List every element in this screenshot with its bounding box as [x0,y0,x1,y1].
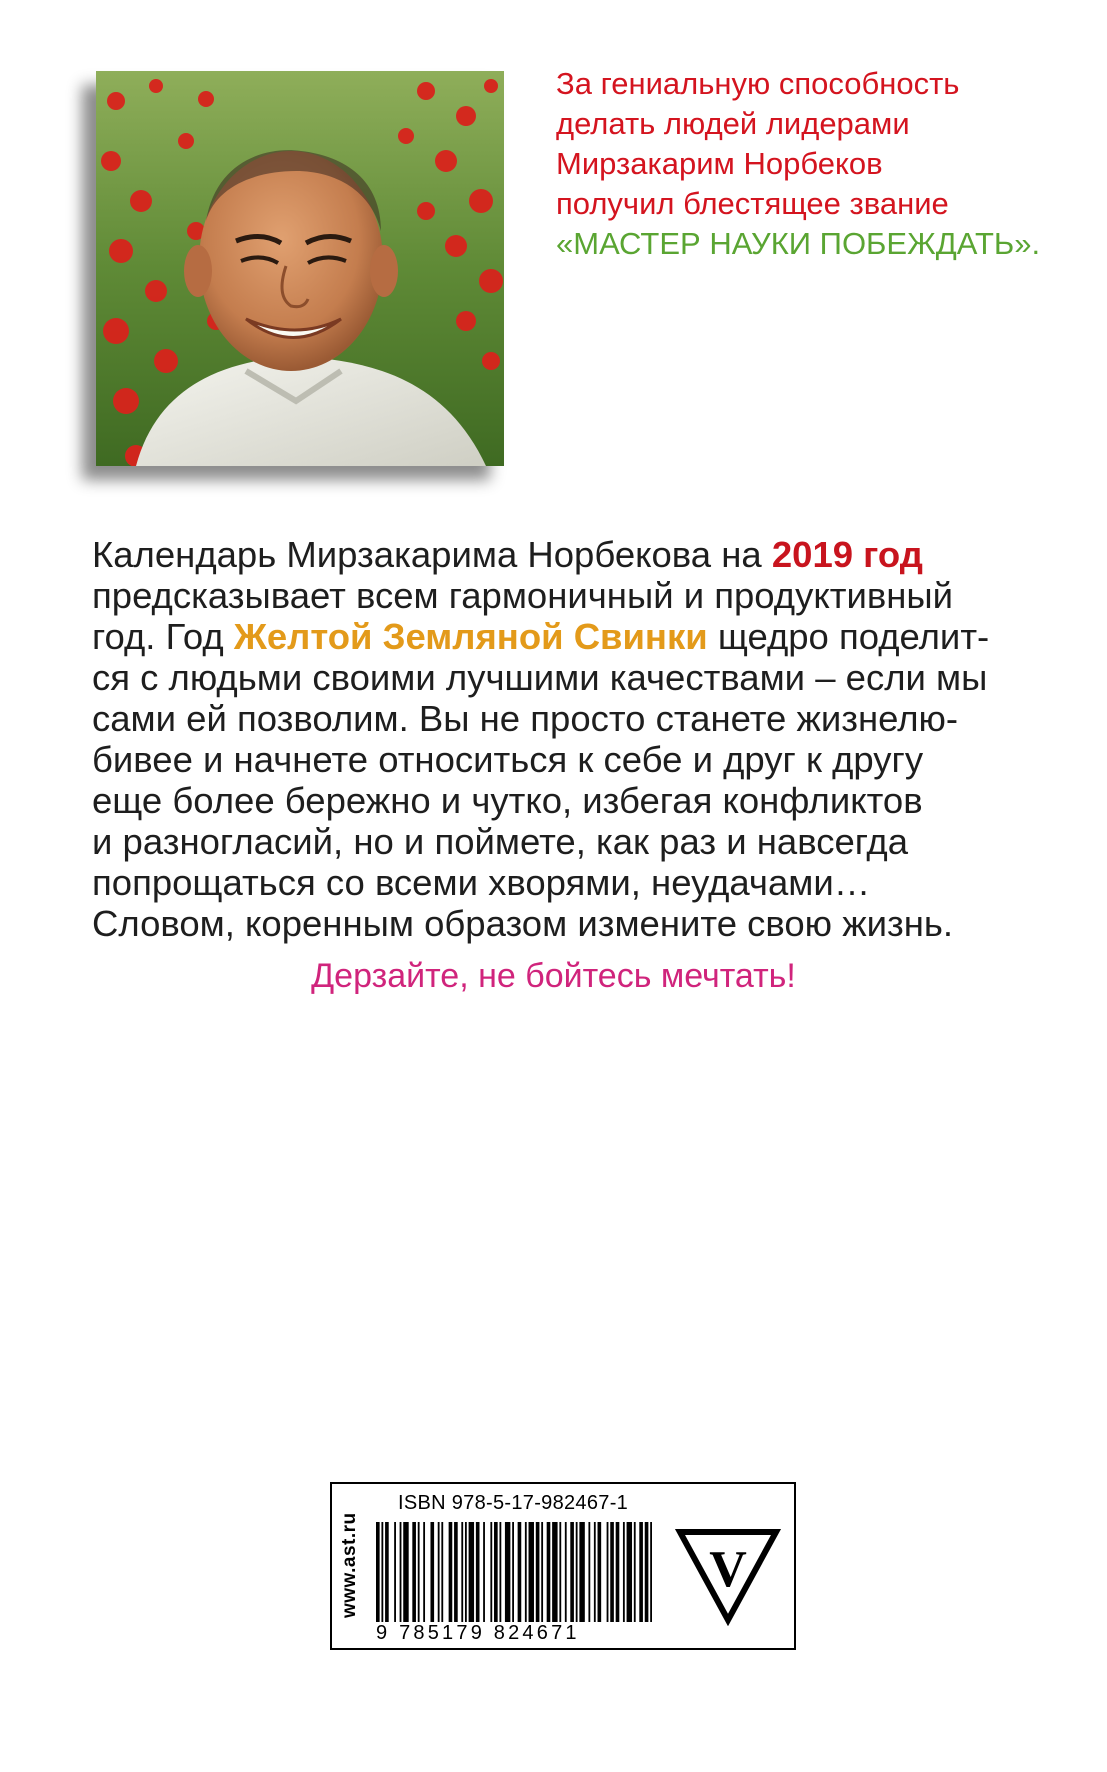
barcode-bar [529,1522,534,1622]
tagline-line: Мирзакарим Норбеков [556,146,883,181]
barcode-bar [418,1522,420,1622]
barcode-bar [441,1522,443,1622]
description-paragraph [92,534,1032,944]
barcode-bar [570,1522,574,1622]
barcode-bar [565,1522,567,1622]
barcode-bar [505,1522,510,1622]
year-highlight: 2019 год [771,534,923,575]
barcode-bar [412,1522,416,1622]
barcode-bar [639,1522,643,1622]
barcode-bar [449,1522,453,1622]
description-line: сами ей позволим. Вы не просто станете жизнелю- [92,698,959,739]
barcode-bar [627,1522,632,1622]
barcode-bar [385,1522,389,1622]
tagline-title: «МАСТЕР НАУКИ ПОБЕЖДАТЬ». [556,226,1041,261]
publisher-site: www.ast.ru [339,1512,360,1618]
barcode-bar [552,1522,557,1622]
barcode-bar [594,1522,596,1622]
description-line: предсказывает всем гармоничный и продуктивный [92,575,954,616]
tagline-line: За гениальную способность [556,66,960,101]
barcode-bar [512,1522,514,1622]
barcode-bar [518,1522,522,1622]
tagline-line: получил блестящее звание [556,186,949,221]
barcode-bar [623,1522,625,1622]
tagline-line: делать людей лидерами [556,106,910,141]
barcode-bars [376,1522,652,1622]
barcode-bar [579,1522,584,1622]
barcode-bar [598,1522,602,1622]
barcode-bar [394,1522,396,1622]
barcode-bar [376,1522,380,1622]
publisher-logo-letter: V [709,1541,747,1598]
description-line: еще более бережно и чутко, избегая конфликтов [92,780,923,821]
description-line: попрощаться со всеми хворями, неудачами… [92,862,871,903]
barcode-bar [438,1522,440,1622]
barcode-bar [634,1522,636,1622]
barcode-bar [400,1522,402,1622]
pig-year-highlight: Желтой Земляной Свинки [233,616,708,657]
barcode-bar [465,1522,467,1622]
barcode-bar [536,1522,540,1622]
author-photo [96,71,504,466]
barcode-bar [381,1522,383,1622]
motto: Дерзайте, не бойтесь мечтать! [311,957,796,995]
barcode-bar [494,1522,498,1622]
barcode-bar [650,1522,652,1622]
barcode-bar [499,1522,501,1622]
isbn-label: ISBN 978-5-17-982467-1 [398,1492,629,1514]
publisher-logo-icon [672,1514,784,1626]
description-line [92,616,1032,657]
barcode-bar [430,1522,434,1622]
barcode-bar [423,1522,425,1622]
barcode-block [330,1482,796,1650]
description-line [92,534,1032,575]
barcode-bar [610,1522,614,1622]
barcode-bar [645,1522,649,1622]
barcode-bar [559,1522,561,1622]
barcode-bar [483,1522,485,1622]
ean-digits: 9 785179 824671 [376,1622,580,1644]
barcode-bar [525,1522,527,1622]
tagline [556,64,1096,264]
barcode-bar [576,1522,578,1622]
description-line: Словом, коренным образом измените свою жизнь. [92,903,954,944]
description-line: и разногласий, но и поймете, как раз и навсегда [92,821,909,862]
barcode-bar [403,1522,408,1622]
barcode-bar [490,1522,492,1622]
barcode-bar [607,1522,609,1622]
barcode-bar [454,1522,458,1622]
author-portrait-image [96,71,504,466]
barcode-bar [541,1522,543,1622]
description-text: Календарь Мирзакарима Норбекова на [92,534,772,575]
description-line: бивее и начнете относиться к себе и друг к другу [92,739,924,780]
description-text: щедро поделит- [707,616,990,657]
barcode-bar [461,1522,463,1622]
description-line: ся с людьми своими лучшими качествами – если мы [92,657,988,698]
barcode-bar [476,1522,480,1622]
barcode-bar [547,1522,551,1622]
barcode-bar [616,1522,620,1622]
barcode-bar [469,1522,474,1622]
description-text: год. Год [92,616,234,657]
barcode-bar [588,1522,590,1622]
